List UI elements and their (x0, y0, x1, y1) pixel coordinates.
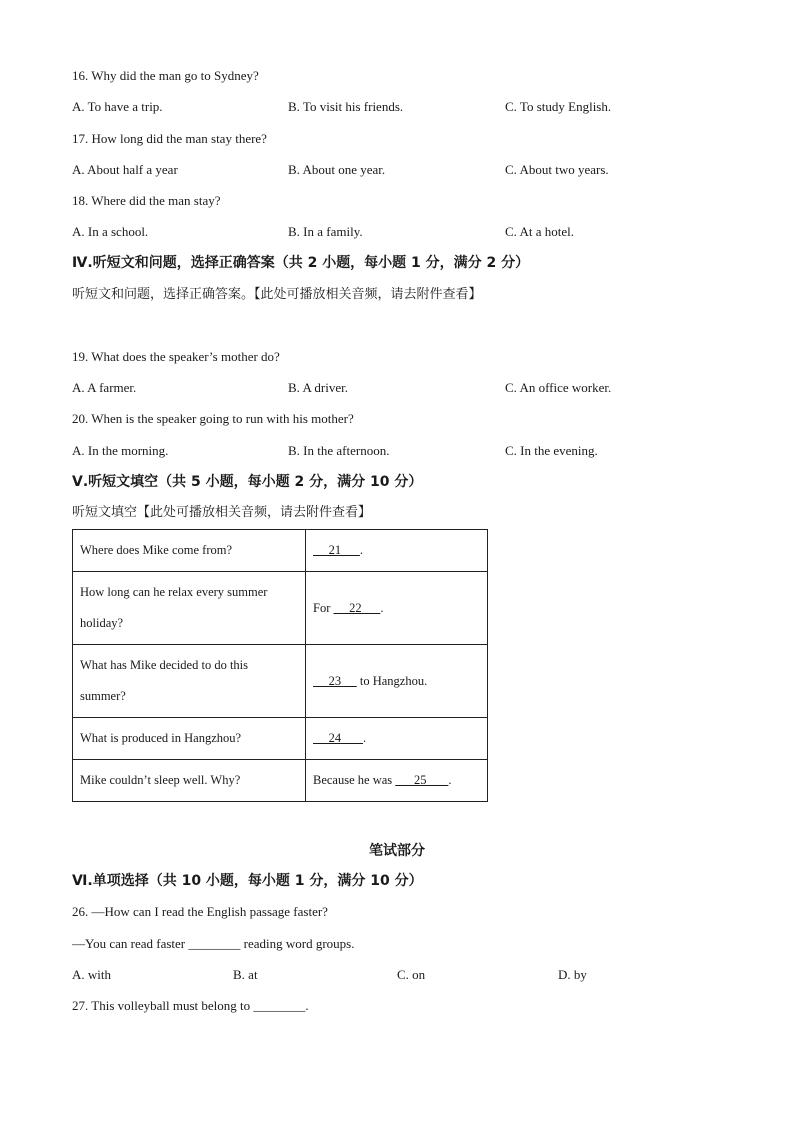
section-4-instruction: 听短文和问题，选择正确答案。【此处可播放相关音频，请去附件查看】 (72, 287, 482, 302)
question-27: 27. This volleyball must belong to ________. (72, 998, 309, 1013)
question-26: 26. —How can I read the English passage faster? (72, 904, 328, 919)
question-16-options (72, 99, 712, 115)
answer-blank-23[interactable]: 23 (313, 673, 357, 688)
table-question-cell (73, 718, 306, 760)
option-b: B. In the afternoon. (288, 443, 390, 458)
question-20-options (72, 443, 712, 459)
table-row (73, 718, 488, 760)
table-answer-cell (306, 760, 488, 802)
table-question-text: What has Mike decided to do this (80, 658, 249, 672)
answer-blank-25[interactable]: 25 (395, 773, 449, 787)
table-question-cell (73, 760, 306, 802)
option-c: C. About two years. (505, 162, 609, 177)
option-a: A. To have a trip. (72, 99, 163, 114)
question-18-options (72, 224, 712, 240)
option-b: B. at (233, 967, 258, 982)
question-20: 20. When is the speaker going to run with his mother? (72, 411, 354, 426)
option-d: D. by (558, 967, 587, 982)
option-c: C. To study English. (505, 99, 612, 114)
answer-suffix: . (448, 773, 452, 787)
question-26-response: —You can read faster ________ reading word groups. (72, 936, 355, 951)
listening-fill-table (72, 529, 488, 802)
table-question-text-cont: holiday? (80, 616, 124, 630)
answer-suffix: . (380, 600, 384, 615)
option-a: A. A farmer. (72, 380, 137, 395)
question-19-options (72, 380, 712, 396)
table-row (73, 760, 488, 802)
section-5-instruction: 听短文填空【此处可播放相关音频，请去附件查看】 (72, 505, 372, 520)
table-row (73, 530, 488, 572)
question-17: 17. How long did the man stay there? (72, 131, 267, 146)
table-question-text: Where does Mike come from? (80, 543, 233, 557)
section-5-heading: Ⅴ.听短文填空（共 5 小题，每小题 2 分，满分 10 分） (72, 474, 423, 490)
table-question-cell (73, 530, 306, 572)
table-answer-cell (306, 645, 488, 718)
answer-prefix: Because he was (313, 773, 396, 787)
table-question-cell (73, 645, 306, 718)
question-26-options (72, 967, 712, 983)
table-answer-cell (306, 530, 488, 572)
option-a: A. In the morning. (72, 443, 169, 458)
section-6-heading: Ⅵ.单项选择（共 10 小题，每小题 1 分，满分 10 分） (72, 873, 423, 889)
answer-suffix: . (359, 543, 363, 557)
table-row (73, 572, 488, 645)
option-c: C. An office worker. (505, 380, 612, 395)
answer-blank-24[interactable]: 24 (313, 731, 363, 745)
question-16: 16. Why did the man go to Sydney? (72, 68, 259, 83)
option-b: B. About one year. (288, 162, 386, 177)
table-row (73, 645, 488, 718)
option-b: B. A driver. (288, 380, 348, 395)
question-18: 18. Where did the man stay? (72, 193, 221, 208)
table-question-text: How long can he relax every summer (80, 585, 268, 599)
option-a: A. with (72, 967, 111, 982)
answer-blank-22[interactable]: 22 (333, 600, 381, 615)
answer-suffix: . (363, 731, 367, 745)
option-c: C. on (397, 967, 426, 982)
table-question-text-cont: summer? (80, 689, 126, 703)
answer-prefix: For (313, 600, 334, 615)
option-c: C. In the evening. (505, 443, 598, 458)
option-c: C. At a hotel. (505, 224, 574, 239)
table-question-text: Mike couldn’t sleep well. Why? (80, 773, 241, 787)
question-17-options (72, 162, 712, 178)
table-question-cell (73, 572, 306, 645)
option-a: A. In a school. (72, 224, 149, 239)
written-part-title: 笔试部分 (369, 843, 425, 859)
table-answer-cell (306, 718, 488, 760)
option-b: B. To visit his friends. (288, 99, 404, 114)
section-4-heading: Ⅳ.听短文和问题，选择正确答案（共 2 小题，每小题 1 分，满分 2 分） (72, 255, 530, 271)
table-answer-cell (306, 572, 488, 645)
question-19: 19. What does the speaker’s mother do? (72, 349, 280, 364)
table-question-text: What is produced in Hangzhou? (80, 731, 242, 745)
answer-suffix: to Hangzhou. (356, 673, 428, 688)
option-a: A. About half a year (72, 162, 178, 177)
option-b: B. In a family. (288, 224, 363, 239)
answer-blank-21[interactable]: 21 (313, 543, 360, 557)
